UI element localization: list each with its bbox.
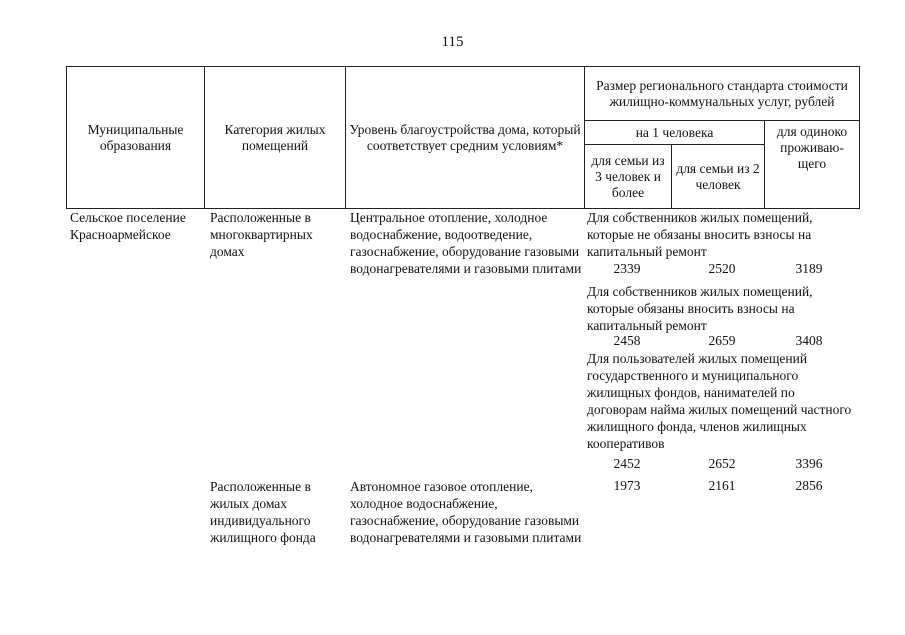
header-municipal: Муниципальные образования xyxy=(67,67,205,209)
value-family3: 2339 xyxy=(613,261,641,276)
values-row xyxy=(587,261,857,277)
value-family3: 1973 xyxy=(613,478,641,493)
value-single: 3189 xyxy=(795,261,823,276)
cell-level: Центральное отопление, холодное водоснабжение, водоотведение, газоснабжение, оборудование газовыми водонагревателями и газовыми плитами xyxy=(350,210,582,276)
value-single: 2856 xyxy=(795,478,823,493)
value-family2: 2659 xyxy=(708,333,736,348)
cell-municipality: Сельское поселение Красноармейское xyxy=(70,210,186,242)
cell-category: Расположенные в жилых домах индивидуального жилищного фонда xyxy=(210,479,316,545)
page-number: 115 xyxy=(441,34,464,50)
values-row xyxy=(587,478,857,494)
value-single: 3396 xyxy=(795,456,823,471)
value-single: 3408 xyxy=(795,333,823,348)
header-size: Размер регионального стандарта стоимости жилищно-коммунальных услуг, рублей xyxy=(585,67,860,121)
value-family2: 2161 xyxy=(708,478,736,493)
header-category: Категория жилых помещений xyxy=(205,67,346,209)
value-family2: 2652 xyxy=(708,456,736,471)
value-family3: 2458 xyxy=(613,333,641,348)
value-family2: 2520 xyxy=(708,261,736,276)
values-row xyxy=(587,333,857,349)
header-per-person: на 1 человека xyxy=(585,121,765,145)
table-header xyxy=(66,66,860,209)
cell-level: Автономное газовое отопление, холодное водоснабжение, газоснабжение, оборудование газовыми водонагревателями и газовыми плитами xyxy=(350,479,582,545)
header-family3: для семьи из 3 человек и более xyxy=(585,145,672,209)
header-family2: для семьи из 2 человек xyxy=(672,145,765,209)
value-family3: 2452 xyxy=(613,456,641,471)
header-level: Уровень благоустройства дома, который соответствует средним условиям* xyxy=(346,67,585,209)
values-row xyxy=(587,456,857,472)
group-label: Для собственников жилых помещений, которые обязаны вносить взносы на капитальный ремонт xyxy=(587,284,813,333)
header-single: для одиноко проживаю-щего xyxy=(765,121,860,209)
group-label: Для собственников жилых помещений, которые не обязаны вносить взносы на капитальный ремонт xyxy=(587,210,813,259)
group-label: Для пользователей жилых помещений государственного и муниципального жилищных фондов, нанимателей по договорам найма жилых помещений частного жилищного фонда, членов жилищных кооперативов xyxy=(587,351,852,451)
cell-category: Расположенные в многоквартирных домах xyxy=(210,210,313,259)
